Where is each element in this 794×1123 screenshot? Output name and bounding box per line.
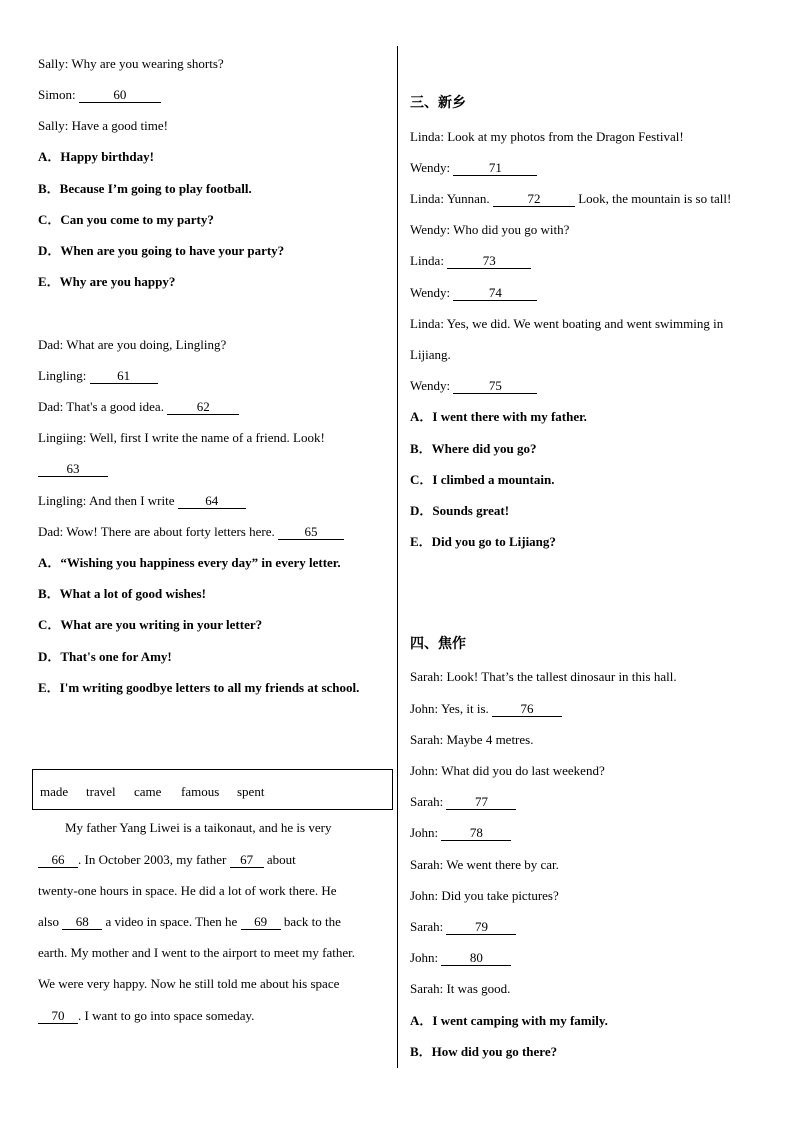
passage-line: My father Yang Liwei is a taikonaut, and he is very [65, 820, 332, 835]
passage-line: We were very happy. Now he still told me about his space [38, 976, 340, 991]
answer-blank-72[interactable]: 72 [493, 191, 575, 207]
dialog-line [38, 461, 108, 477]
option-a: A．“Wishing you happiness every day” in every letter. [38, 555, 341, 570]
dialog-line: Linda: Yunnan. 72 Look, the mountain is so tall! [410, 191, 732, 206]
speaker: Sally: [38, 56, 69, 71]
line-text: Why are you wearing shorts? [71, 56, 224, 71]
option-e: E．I'm writing goodbye letters to all my friends at school. [38, 680, 360, 695]
answer-blank-66[interactable]: 66 [38, 852, 78, 868]
answer-blank-80[interactable]: 80 [441, 950, 511, 966]
answer-blank-74[interactable]: 74 [453, 285, 537, 301]
dialog-line: Dad: What are you doing, Lingling? [38, 337, 227, 352]
answer-blank-65[interactable]: 65 [278, 524, 344, 540]
dialog-line [38, 118, 168, 133]
option-d: D．When are you going to have your party? [38, 243, 285, 258]
dialog-line: Wendy: 74 [410, 285, 537, 301]
dialog-line [38, 56, 224, 71]
dialog-line: John: What did you do last weekend? [410, 763, 605, 778]
line-text: Have a good time! [71, 118, 168, 133]
passage-line: also 68 a video in space. Then he 69 back to the [38, 914, 341, 929]
option-e: E．Did you go to Lijiang? [410, 534, 556, 549]
dialog-line: Linda: Look at my photos from the Dragon Festival! [410, 129, 684, 144]
dialog-line: Sarah: Look! That’s the tallest dinosaur in this hall. [410, 669, 677, 684]
option-d: D．Sounds great! [410, 503, 510, 518]
section-heading: 三、新乡 [410, 95, 466, 111]
dialog-line: Lingling: 61 [38, 368, 158, 384]
dialog-line: Wendy: Who did you go with? [410, 222, 570, 237]
option-b: B．Because I’m going to play football. [38, 181, 252, 196]
option-e: E．Why are you happy? [38, 274, 176, 289]
answer-blank-71[interactable]: 71 [453, 160, 537, 176]
dialog-line: John: Did you take pictures? [410, 888, 559, 903]
dialog-line: Linda: Yes, we did. We went boating and went swimming in [410, 316, 724, 331]
column-divider [397, 46, 398, 1068]
dialog-line: Lingiing: Well, first I write the name of a friend. Look! [38, 430, 325, 445]
answer-blank-76[interactable]: 76 [492, 701, 562, 717]
answer-blank-63[interactable]: 63 [38, 461, 108, 477]
dialog-line: John: 80 [410, 950, 511, 966]
answer-blank-69[interactable]: 69 [241, 914, 281, 930]
dialog-line: John: 78 [410, 825, 511, 841]
section-heading: 四、焦作 [410, 636, 466, 652]
option-a: A．I went camping with my family. [410, 1013, 608, 1028]
dialog-line: Sarah: It was good. [410, 981, 511, 996]
answer-blank-79[interactable]: 79 [446, 919, 516, 935]
dialog-line: Sarah: Maybe 4 metres. [410, 732, 534, 747]
answer-blank-68[interactable]: 68 [62, 914, 102, 930]
dialog-line: Dad: Wow! There are about forty letters here. 65 [38, 524, 344, 540]
speaker: Sally: [38, 118, 69, 133]
word-bank-box [32, 769, 393, 810]
answer-blank-64[interactable]: 64 [178, 493, 246, 509]
word-bank-item: famous [181, 784, 220, 799]
answer-blank-61[interactable]: 61 [90, 368, 158, 384]
answer-blank-62[interactable]: 62 [167, 399, 239, 415]
dialog-line: Sarah: We went there by car. [410, 857, 559, 872]
answer-blank-77[interactable]: 77 [446, 794, 516, 810]
dialog-line [38, 87, 161, 103]
answer-blank-73[interactable]: 73 [447, 253, 531, 269]
passage-line: 66 . In October 2003, my father 67 about [38, 852, 296, 868]
dialog-line: Dad: That's a good idea. 62 [38, 399, 239, 415]
passage-line: earth. My mother and I went to the airport to meet my father. [38, 945, 355, 960]
answer-blank-78[interactable]: 78 [441, 825, 511, 841]
option-b: B．How did you go there? [410, 1044, 558, 1059]
speaker: Simon: [38, 87, 76, 102]
option-d: D．That's one for Amy! [38, 649, 172, 664]
word-bank-item: came [134, 784, 162, 799]
answer-blank-75[interactable]: 75 [453, 378, 537, 394]
option-b: B．Where did you go? [410, 441, 537, 456]
word-bank-item: spent [237, 784, 265, 799]
option-c: C．Can you come to my party? [38, 212, 214, 227]
dialog-line: Sarah: 77 [410, 794, 516, 810]
passage-line: 70 . I want to go into space someday. [38, 1008, 254, 1024]
word-bank-item: travel [86, 784, 116, 799]
dialog-line: Sarah: 79 [410, 919, 516, 935]
dialog-line: John: Yes, it is. 76 [410, 701, 562, 717]
passage-line: twenty-one hours in space. He did a lot of work there. He [38, 883, 337, 898]
dialog-line: Wendy: 75 [410, 378, 537, 394]
answer-blank-67[interactable]: 67 [230, 852, 264, 868]
option-c: C．I climbed a mountain. [410, 472, 555, 487]
dialog-line: Wendy: 71 [410, 160, 537, 176]
word-bank-item: made [40, 784, 69, 799]
option-a: A．I went there with my father. [410, 409, 587, 424]
answer-blank-70[interactable]: 70 [38, 1008, 78, 1024]
option-a: A．Happy birthday! [38, 149, 154, 164]
dialog-line: Lijiang. [410, 347, 451, 362]
dialog-line: Lingling: And then I write 64 [38, 493, 246, 509]
answer-blank-60[interactable]: 60 [79, 87, 161, 103]
option-c: C．What are you writing in your letter? [38, 617, 263, 632]
option-b: B．What a lot of good wishes! [38, 586, 206, 601]
dialog-line: Linda: 73 [410, 253, 531, 269]
